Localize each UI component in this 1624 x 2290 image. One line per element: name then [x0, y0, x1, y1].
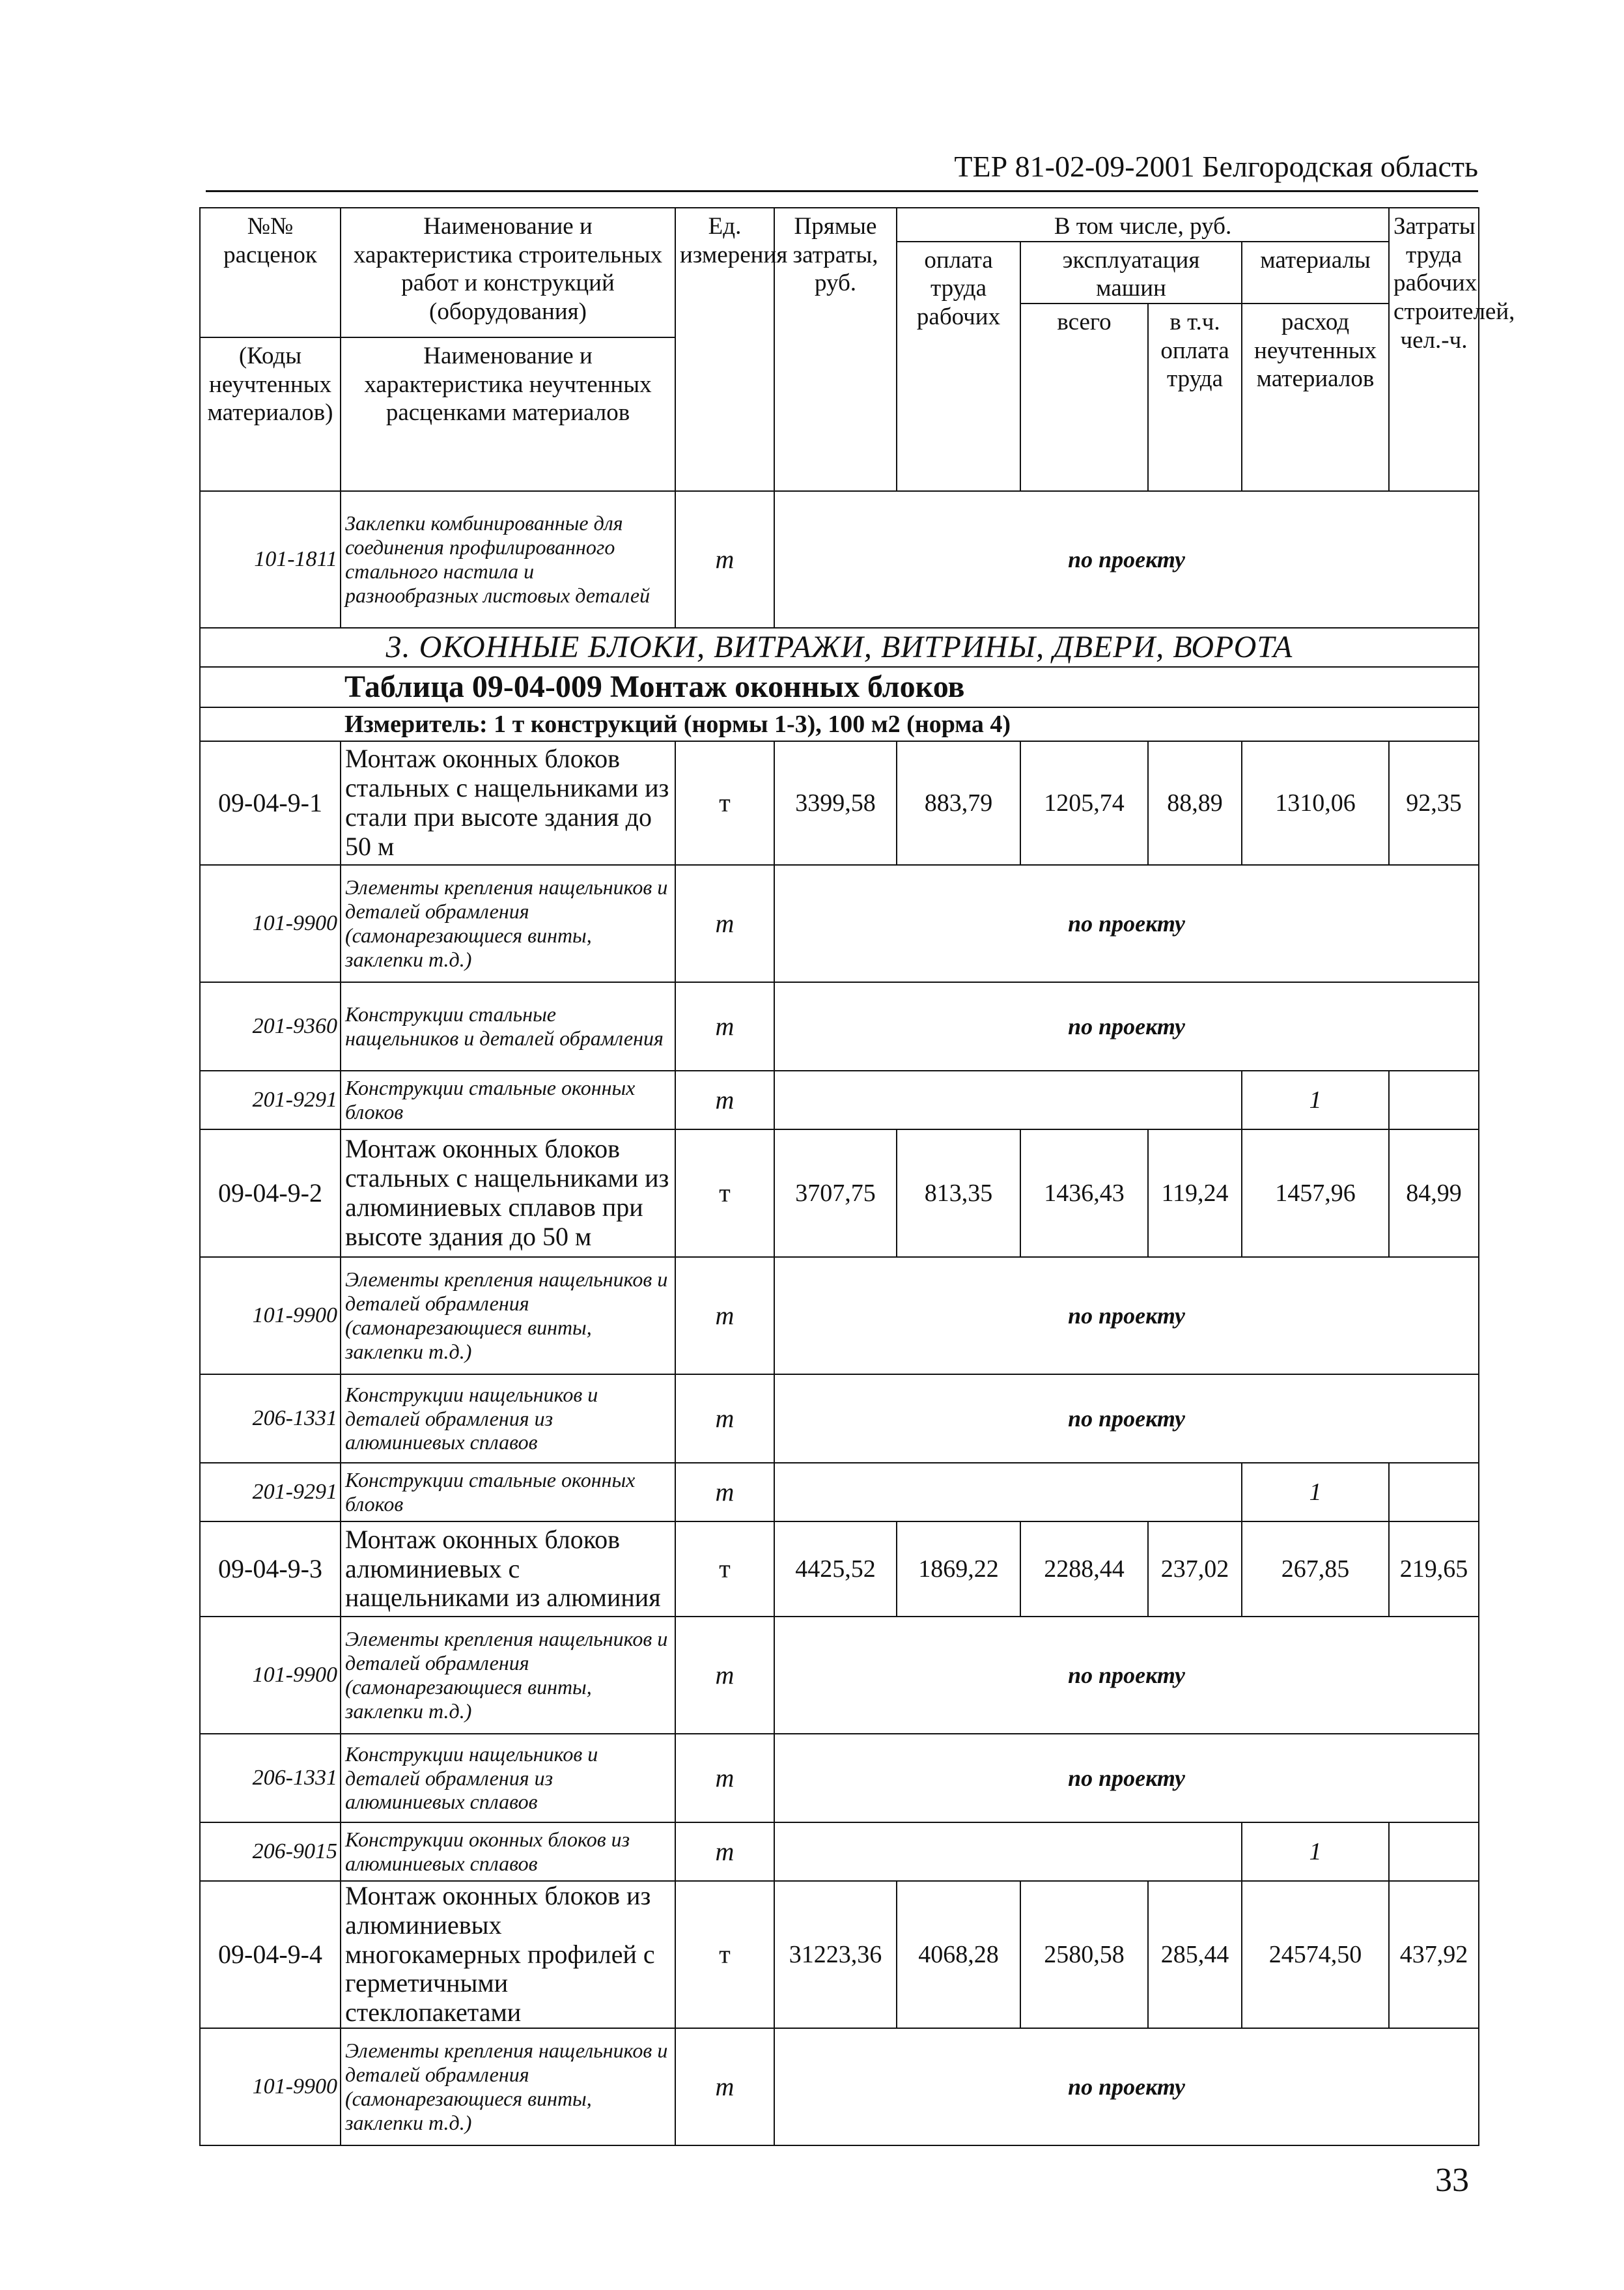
- material-row: [200, 1822, 1479, 1881]
- norm-mach-labor: 119,24: [1148, 1129, 1242, 1257]
- norm-machines: 1205,74: [1020, 741, 1148, 865]
- norm-direct: 3707,75: [774, 1129, 897, 1257]
- norm-labor: 883,79: [897, 741, 1020, 865]
- norm-labor: 1869,22: [897, 1521, 1020, 1617]
- material-name: Конструкции стальные оконных блоков: [341, 1071, 675, 1129]
- material-unit: т: [675, 1374, 774, 1463]
- material-name: Конструкции стальные нащельников и деталей обрамления: [341, 982, 675, 1071]
- norm-unit: т: [675, 1881, 774, 2028]
- material-code: 201-9360: [200, 982, 341, 1071]
- material-row: [200, 1463, 1479, 1521]
- header-rule: [206, 190, 1478, 192]
- material-qty: 1: [1242, 1463, 1389, 1521]
- material-note: по проекту: [774, 865, 1479, 982]
- material-note: по проекту: [774, 1734, 1479, 1822]
- material-note: по проекту: [774, 982, 1479, 1071]
- material-row: [200, 1617, 1479, 1734]
- material-code: 201-9291: [200, 1463, 341, 1521]
- col-header-materials: материалы: [1242, 242, 1389, 304]
- norm-code: 09-04-9-4: [200, 1881, 341, 2028]
- material-unit: т: [675, 1463, 774, 1521]
- norm-hours: 92,35: [1389, 741, 1479, 865]
- material-row: [200, 865, 1479, 982]
- material-row: [200, 1071, 1479, 1129]
- table-title: Таблица 09-04-009 Монтаж оконных блоков: [341, 667, 1479, 707]
- material-code: 101-9900: [200, 1617, 341, 1734]
- material-note: по проекту: [774, 1374, 1479, 1463]
- col-header-mat-usage: расход неучтенных материалов: [1242, 304, 1389, 491]
- material-name: Конструкции оконных блоков из алюминиевых сплавов: [341, 1822, 675, 1881]
- col-header-code-mat: (Коды неучтенных материалов): [200, 337, 341, 491]
- material-unit: т: [675, 491, 774, 628]
- material-name: Конструкции стальные оконных блоков: [341, 1463, 675, 1521]
- norm-mach-labor: 285,44: [1148, 1881, 1242, 2028]
- norm-unit: т: [675, 1521, 774, 1617]
- material-unit: т: [675, 865, 774, 982]
- material-row: [200, 491, 1479, 628]
- material-unit: т: [675, 2028, 774, 2145]
- material-name: Элементы крепления нащельников и деталей обрамления (самонарезающиеся винты, заклепки т.д.): [341, 1257, 675, 1374]
- norm-unit: т: [675, 741, 774, 865]
- material-unit: т: [675, 1071, 774, 1129]
- material-note: по проекту: [774, 491, 1479, 628]
- material-name: Элементы крепления нащельников и деталей обрамления (самонарезающиеся винты, заклепки т.д.): [341, 865, 675, 982]
- norm-name: Монтаж оконных блоков стальных с нащельниками из алюминиевых сплавов при высоте здания до 50 м: [341, 1129, 675, 1257]
- norm-materials: 1310,06: [1242, 741, 1389, 865]
- material-name: Элементы крепления нащельников и деталей обрамления (самонарезающиеся винты, заклепки т.д.): [341, 1617, 675, 1734]
- norm-name: Монтаж оконных блоков алюминиевых с нащельниками из алюминия: [341, 1521, 675, 1617]
- norm-code: 09-04-9-1: [200, 741, 341, 865]
- material-code: 101-9900: [200, 2028, 341, 2145]
- material-unit: т: [675, 1734, 774, 1822]
- material-unit: т: [675, 982, 774, 1071]
- material-note: по проекту: [774, 1617, 1479, 1734]
- material-code: 101-9900: [200, 1257, 341, 1374]
- norm-row: [200, 1129, 1479, 1257]
- norm-hours: 219,65: [1389, 1521, 1479, 1617]
- norm-unit: т: [675, 1129, 774, 1257]
- material-code: 206-9015: [200, 1822, 341, 1881]
- material-name: Конструкции нащельников и деталей обрамления из алюминиевых сплавов: [341, 1374, 675, 1463]
- norms-table: [199, 207, 1515, 2146]
- norm-code: 09-04-9-3: [200, 1521, 341, 1617]
- norm-row: [200, 1881, 1479, 2028]
- norm-direct: 31223,36: [774, 1881, 897, 2028]
- material-row: [200, 1734, 1479, 1822]
- col-header-incl: В том числе, руб.: [897, 208, 1389, 242]
- table-meter: Измеритель: 1 т конструкций (нормы 1-3), 100 м2 (норма 4): [341, 707, 1479, 741]
- col-header-mach-labor: в т.ч. оплата труда: [1148, 304, 1242, 491]
- page-number: 33: [1435, 2162, 1469, 2199]
- norm-hours: 84,99: [1389, 1129, 1479, 1257]
- norm-row: [200, 741, 1479, 865]
- material-code: 206-1331: [200, 1374, 341, 1463]
- col-header-labor-pay: оплата труда рабочих: [897, 242, 1020, 491]
- col-header-name-mat: Наименование и характеристика неучтенных расценками материалов: [341, 337, 675, 491]
- material-row: [200, 1374, 1479, 1463]
- material-unit: т: [675, 1617, 774, 1734]
- document-header: ТЕР 81-02-09-2001 Белгородская область: [954, 150, 1478, 183]
- norm-row: [200, 1521, 1479, 1617]
- material-row: [200, 982, 1479, 1071]
- norm-mach-labor: 237,02: [1148, 1521, 1242, 1617]
- norm-hours: 437,92: [1389, 1881, 1479, 2028]
- norm-machines: 2288,44: [1020, 1521, 1148, 1617]
- col-header-machines: эксплуатация машин: [1020, 242, 1242, 304]
- material-row: [200, 2028, 1479, 2145]
- material-row: [200, 1257, 1479, 1374]
- material-code: 101-1811: [200, 491, 341, 628]
- col-header-direct: Прямые затраты, руб.: [774, 208, 897, 491]
- norm-machines: 1436,43: [1020, 1129, 1148, 1257]
- norm-labor: 4068,28: [897, 1881, 1020, 2028]
- material-code: 206-1331: [200, 1734, 341, 1822]
- norm-name: Монтаж оконных блоков стальных с нащельниками из стали при высоте здания до 50 м: [341, 741, 675, 865]
- material-qty: 1: [1242, 1071, 1389, 1129]
- material-code: 201-9291: [200, 1071, 341, 1129]
- material-name: Конструкции нащельников и деталей обрамления из алюминиевых сплавов: [341, 1734, 675, 1822]
- col-header-code: №№ расценок: [200, 208, 341, 337]
- col-header-mach-total: всего: [1020, 304, 1148, 491]
- col-header-unit: Ед. измерения: [675, 208, 774, 491]
- material-name: Элементы крепления нащельников и деталей обрамления (самонарезающиеся винты, заклепки т.д.): [341, 2028, 675, 2145]
- material-note: по проекту: [774, 1257, 1479, 1374]
- norm-materials: 1457,96: [1242, 1129, 1389, 1257]
- material-note: по проекту: [774, 2028, 1479, 2145]
- section-title: 3. ОКОННЫЕ БЛОКИ, ВИТРАЖИ, ВИТРИНЫ, ДВЕРИ, ВОРОТА: [200, 628, 1479, 667]
- material-name: Заклепки комбинированные для соединения профилированного стального настила и разнообразных листовых деталей: [341, 491, 675, 628]
- material-code: 101-9900: [200, 865, 341, 982]
- norm-labor: 813,35: [897, 1129, 1020, 1257]
- norm-machines: 2580,58: [1020, 1881, 1148, 2028]
- material-unit: т: [675, 1257, 774, 1374]
- norm-direct: 3399,58: [774, 741, 897, 865]
- col-header-name: Наименование и характеристика строительных работ и конструкций (оборудования): [341, 208, 675, 337]
- norm-mach-labor: 88,89: [1148, 741, 1242, 865]
- norm-name: Монтаж оконных блоков из алюминиевых многокамерных профилей с герметичными стеклопакетами: [341, 1881, 675, 2028]
- norm-direct: 4425,52: [774, 1521, 897, 1617]
- norm-materials: 267,85: [1242, 1521, 1389, 1617]
- col-header-labor-cost: Затраты труда рабочих строителей, чел.-ч.: [1389, 208, 1479, 491]
- material-qty: 1: [1242, 1822, 1389, 1881]
- material-unit: т: [675, 1822, 774, 1881]
- norm-materials: 24574,50: [1242, 1881, 1389, 2028]
- norm-code: 09-04-9-2: [200, 1129, 341, 1257]
